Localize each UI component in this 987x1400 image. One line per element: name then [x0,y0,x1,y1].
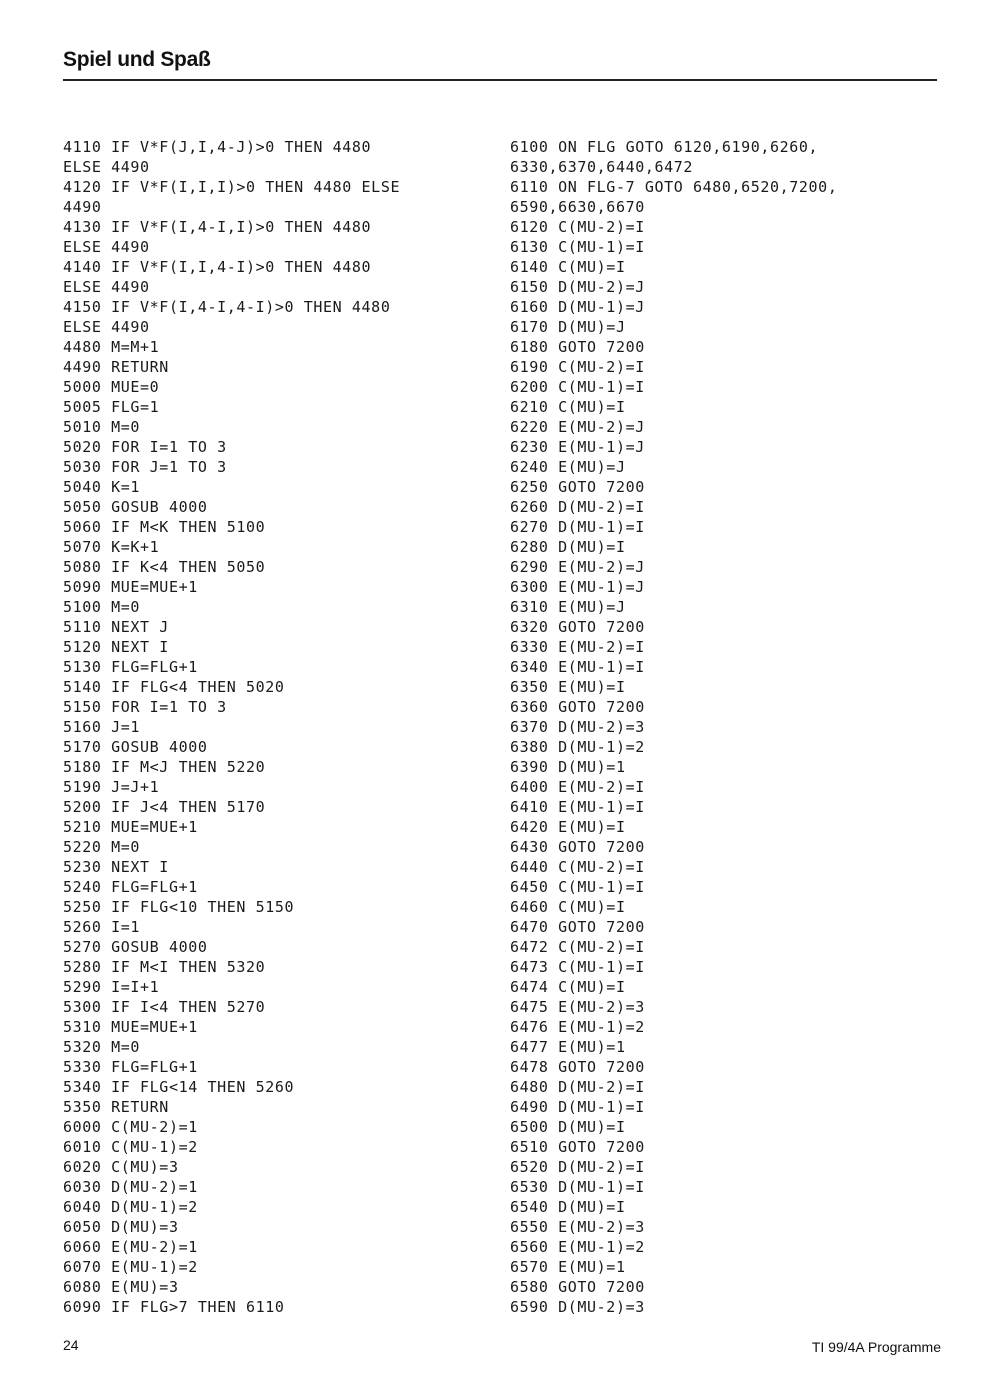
code-line: 5210 MUE=MUE+1 [63,818,198,836]
code-line: 6370 D(MU-2)=3 [510,718,645,736]
code-line: 5320 M=0 [63,1038,141,1056]
code-line: 6390 D(MU)=1 [510,758,626,776]
code-line: 6180 GOTO 7200 [510,338,645,356]
code-line: 6590 D(MU-2)=3 [510,1298,645,1316]
code-line: 6473 C(MU-1)=I [510,958,645,976]
code-line: 4490 RETURN [63,358,169,376]
code-line: 6340 E(MU-1)=I [510,658,645,676]
code-line: 4120 IF V*F(I,I,I)>0 THEN 4480 ELSE [63,178,401,196]
code-line: 6010 C(MU-1)=2 [63,1138,198,1156]
code-line: 5120 NEXT I [63,638,169,656]
code-line: 5050 GOSUB 4000 [63,498,208,516]
code-line: 5250 IF FLG<10 THEN 5150 [63,898,295,916]
code-line: 5090 MUE=MUE+1 [63,578,198,596]
code-line: 4130 IF V*F(I,4-I,I)>0 THEN 4480 [63,218,372,236]
code-line: 6430 GOTO 7200 [510,838,645,856]
page-number: 24 [63,1337,79,1353]
code-line: 6000 C(MU-2)=1 [63,1118,198,1136]
code-line: 6310 E(MU)=J [510,598,626,616]
code-line: 5350 RETURN [63,1098,169,1116]
code-line: 6270 D(MU-1)=I [510,518,645,536]
code-line: 4140 IF V*F(I,I,4-I)>0 THEN 4480 [63,258,372,276]
code-line: 5190 J=J+1 [63,778,160,796]
code-line: 6550 E(MU-2)=3 [510,1218,645,1236]
code-line: 5100 M=0 [63,598,141,616]
code-line: 5200 IF J<4 THEN 5170 [63,798,266,816]
code-line: 5260 I=1 [63,918,141,936]
code-line: 6140 C(MU)=I [510,258,626,276]
code-line: 5180 IF M<J THEN 5220 [63,758,266,776]
code-line: 6290 E(MU-2)=J [510,558,645,576]
code-line: 5300 IF I<4 THEN 5270 [63,998,266,1016]
code-line: 6560 E(MU-1)=2 [510,1238,645,1256]
code-line: 6160 D(MU-1)=J [510,298,645,316]
page-header-title: Spiel und Spaß [63,48,211,71]
code-line: 6050 D(MU)=3 [63,1218,179,1236]
code-line: 6480 D(MU-2)=I [510,1078,645,1096]
code-line: ELSE 4490 [63,318,150,336]
code-line: 5040 K=1 [63,478,141,496]
book-title: TI 99/4A Programme [811,1339,941,1355]
code-line: 6120 C(MU-2)=I [510,218,645,236]
code-line: 5220 M=0 [63,838,141,856]
code-line: 5020 FOR I=1 TO 3 [63,438,227,456]
code-line: 5080 IF K<4 THEN 5050 [63,558,266,576]
code-line: 6440 C(MU-2)=I [510,858,645,876]
code-line: 6280 D(MU)=I [510,538,626,556]
code-line: 6090 IF FLG>7 THEN 6110 [63,1298,285,1316]
code-line: 6250 GOTO 7200 [510,478,645,496]
code-line: 6070 E(MU-1)=2 [63,1258,198,1276]
code-line: 6474 C(MU)=I [510,978,626,996]
code-line: 6350 E(MU)=I [510,678,626,696]
code-line: 6100 ON FLG GOTO 6120,6190,6260, [510,138,819,156]
code-line: 5010 M=0 [63,418,141,436]
code-line: 6520 D(MU-2)=I [510,1158,645,1176]
header-divider [63,79,937,81]
code-line: 6230 E(MU-1)=J [510,438,645,456]
code-line: 6380 D(MU-1)=2 [510,738,645,756]
code-line: 5310 MUE=MUE+1 [63,1018,198,1036]
code-line: 4150 IF V*F(I,4-I,4-I)>0 THEN 4480 [63,298,391,316]
code-line: 6080 E(MU)=3 [63,1278,179,1296]
code-line: 5005 FLG=1 [63,398,160,416]
code-line: 6477 E(MU)=1 [510,1038,626,1056]
code-line: 5070 K=K+1 [63,538,160,556]
code-line: 6510 GOTO 7200 [510,1138,645,1156]
code-line: ELSE 4490 [63,238,150,256]
code-line: 6170 D(MU)=J [510,318,626,336]
code-line: 6110 ON FLG-7 GOTO 6480,6520,7200, [510,178,838,196]
code-line: 6530 D(MU-1)=I [510,1178,645,1196]
code-line: 6410 E(MU-1)=I [510,798,645,816]
code-line: 6540 D(MU)=I [510,1198,626,1216]
code-line: 6450 C(MU-1)=I [510,878,645,896]
code-line: 6590,6630,6670 [510,198,645,216]
code-line: 6570 E(MU)=1 [510,1258,626,1276]
code-line: 6500 D(MU)=I [510,1118,626,1136]
code-line: 6472 C(MU-2)=I [510,938,645,956]
code-line: 6478 GOTO 7200 [510,1058,645,1076]
code-line: 4110 IF V*F(J,I,4-J)>0 THEN 4480 [63,138,372,156]
code-line: 5340 IF FLG<14 THEN 5260 [63,1078,295,1096]
code-line: 6476 E(MU-1)=2 [510,1018,645,1036]
code-line: 6130 C(MU-1)=I [510,238,645,256]
code-line: 5060 IF M<K THEN 5100 [63,518,266,536]
code-line: 5290 I=I+1 [63,978,160,996]
code-line: ELSE 4490 [63,158,150,176]
code-line: 5170 GOSUB 4000 [63,738,208,756]
code-line: 5240 FLG=FLG+1 [63,878,198,896]
code-line: 6330 E(MU-2)=I [510,638,645,656]
code-line: 6150 D(MU-2)=J [510,278,645,296]
code-line: 6490 D(MU-1)=I [510,1098,645,1116]
code-line: 6330,6370,6440,6472 [510,158,693,176]
code-line: ELSE 4490 [63,278,150,296]
code-line: 6420 E(MU)=I [510,818,626,836]
code-line: 5330 FLG=FLG+1 [63,1058,198,1076]
listing-column-left [63,137,498,1317]
code-line: 6580 GOTO 7200 [510,1278,645,1296]
code-line: 5230 NEXT I [63,858,169,876]
code-line: 6475 E(MU-2)=3 [510,998,645,1016]
code-line: 5270 GOSUB 4000 [63,938,208,956]
code-line: 6040 D(MU-1)=2 [63,1198,198,1216]
code-line: 6460 C(MU)=I [510,898,626,916]
code-line: 5000 MUE=0 [63,378,160,396]
code-line: 4480 M=M+1 [63,338,160,356]
code-line: 5110 NEXT J [63,618,169,636]
code-line: 5160 J=1 [63,718,141,736]
code-line: 6020 C(MU)=3 [63,1158,179,1176]
code-line: 6210 C(MU)=I [510,398,626,416]
code-line: 6030 D(MU-2)=1 [63,1178,198,1196]
code-line: 6240 E(MU)=J [510,458,626,476]
code-line: 5150 FOR I=1 TO 3 [63,698,227,716]
code-line: 6060 E(MU-2)=1 [63,1238,198,1256]
listing-column-right [510,137,935,1317]
code-line: 6320 GOTO 7200 [510,618,645,636]
code-line: 6260 D(MU-2)=I [510,498,645,516]
code-line: 6470 GOTO 7200 [510,918,645,936]
code-line: 6400 E(MU-2)=I [510,778,645,796]
code-line: 6190 C(MU-2)=I [510,358,645,376]
code-line: 5140 IF FLG<4 THEN 5020 [63,678,285,696]
code-line: 6360 GOTO 7200 [510,698,645,716]
code-line: 5280 IF M<I THEN 5320 [63,958,266,976]
code-line: 5130 FLG=FLG+1 [63,658,198,676]
code-line: 6200 C(MU-1)=I [510,378,645,396]
code-line: 5030 FOR J=1 TO 3 [63,458,227,476]
code-line: 4490 [63,198,102,216]
code-line: 6220 E(MU-2)=J [510,418,645,436]
code-line: 6300 E(MU-1)=J [510,578,645,596]
